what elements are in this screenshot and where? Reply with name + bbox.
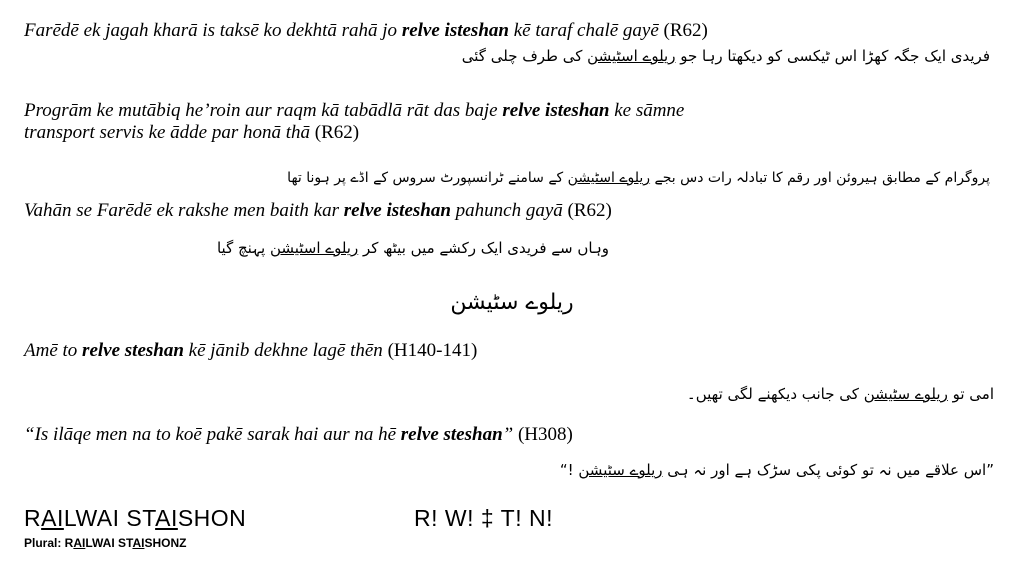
- reference: (R62): [567, 200, 612, 221]
- translit-line-4: Amē to relve steshan kē jānib dekhne lagē thēn (H140-141): [24, 340, 478, 361]
- urdu-line-5: ”اس علاقے میں نہ تو کوئی پکی سڑک ہے اور نہ ہی ریلوے سٹیشن !“: [559, 461, 994, 479]
- term-bold: relve isteshan: [502, 100, 610, 121]
- translit-line-2: Progrām ke mutābiq he’roin aur raqm kā tabādlā rāt das baje relve isteshan ke sāmne: [24, 100, 685, 121]
- urdu-heading: ریلوے سٹیشن: [450, 290, 574, 315]
- urdu-term: ریلوے اسٹیشن: [269, 239, 359, 257]
- term-bold: relve isteshan: [343, 200, 451, 221]
- term-bold: relve steshan: [82, 340, 184, 361]
- translit-line-3: Vahān se Farēdē ek rakshe men baith kar relve isteshan pahunch gayā (R62): [24, 200, 612, 221]
- urdu-line-4: امی تو ریلوے سٹیشن کی جانب دیکھنے لگی تھیں۔: [686, 385, 994, 403]
- urdu-line-1: فریدی ایک جگہ کھڑا اس ٹیکسی کو دیکھتا رہا جو ریلوے اسٹیشن کی طرف چلی گئی: [461, 47, 990, 65]
- reference: (H308): [517, 424, 573, 445]
- urdu-term: ریلوے اسٹیشن: [587, 47, 676, 65]
- urdu-term: ریلوے سٹیشن: [578, 461, 663, 479]
- reference: (H140-141): [387, 340, 478, 361]
- urdu-term: ریلوے سٹیشن: [863, 385, 948, 403]
- urdu-line-3: وہاں سے فریدی ایک رکشے میں بیٹھ کر ریلوے اسٹیشن پہنچ گیا: [216, 239, 609, 257]
- urdu-term: ریلوے اسٹیشن: [567, 170, 651, 186]
- term-bold: relve isteshan: [401, 20, 509, 41]
- term-bold: relve steshan: [400, 424, 503, 445]
- translit-line-5: “Is ilāqe men na to koē pakē sarak hai aur na hē relve steshan” (H308): [24, 424, 573, 445]
- term-caption: RAILWAI STAISHON: [24, 505, 247, 531]
- phonetic-caption: R! W! ‡ T! N!: [414, 505, 553, 531]
- plural-caption: Plural: RAILWAI STAISHONZ: [24, 536, 187, 550]
- reference: (R62): [663, 20, 708, 41]
- translit-line-1: Farēdē ek jagah kharā is taksē ko dekhtā rahā jo relve isteshan kē taraf chalē gayē (R62): [24, 20, 708, 41]
- translit-line-2b: transport servis ke ādde par honā thā (R62): [24, 122, 360, 143]
- reference: (R62): [314, 122, 360, 143]
- urdu-line-2: پروگرام کے مطابق ہیروئن اور رقم کا تبادلہ رات دس بجے ریلوے اسٹیشن کے سامنے ٹرانسپورٹ سروس کے اڈے پر ہونا تھا: [287, 170, 990, 186]
